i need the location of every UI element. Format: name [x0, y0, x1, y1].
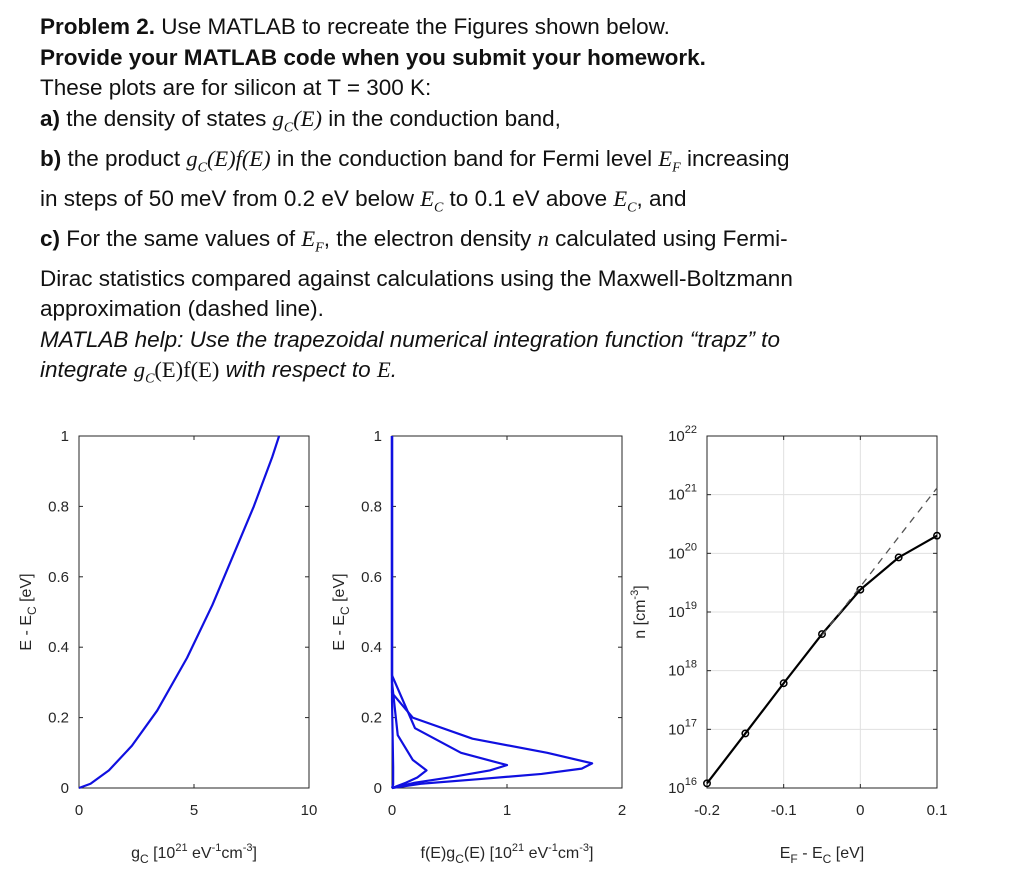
- problem-heading: Problem 2.: [40, 14, 156, 39]
- y-tick-label: $10^{20}$: [668, 541, 697, 563]
- y-tick-label: $10^{19}$: [668, 600, 697, 621]
- part-a-g: g: [272, 105, 284, 131]
- help-line2-c: .: [390, 357, 397, 382]
- series-line-1: [79, 436, 279, 788]
- part-b-g-sub: C: [197, 160, 207, 175]
- x-tick-label: 2: [617, 802, 627, 819]
- y-tick-label: 0.4: [48, 639, 69, 657]
- part-c-n: n: [537, 225, 549, 251]
- temp-line: These plots are for silicon at T = 300 K:: [40, 75, 432, 100]
- series-line-3: [392, 436, 507, 788]
- y-axis-label: E - $E_C$ [eV]: [18, 573, 39, 651]
- x-tick-label: 0.1: [926, 802, 948, 819]
- part-b-ec2-sub: C: [627, 200, 637, 215]
- y-tick-label: 0.2: [48, 709, 69, 727]
- part-a-g-sub: C: [283, 120, 294, 135]
- part-c-label: c): [40, 225, 61, 251]
- part-c-text2: , the electron density: [323, 225, 538, 251]
- series-line-2: [392, 436, 427, 788]
- y-tick-label: 0.6: [361, 568, 382, 586]
- y-tick-label: 0.2: [361, 709, 382, 727]
- part-b-ef: E: [658, 145, 673, 171]
- part-b-line2-a: in steps of 50 meV from 0.2 eV below: [40, 185, 421, 211]
- x-tick-label: 0: [74, 802, 84, 819]
- help-g: g: [133, 357, 146, 382]
- part-c-text3: calculated using Fermi-: [548, 225, 788, 251]
- part-c-ef-sub: F: [315, 240, 324, 255]
- y-tick-label: $10^{21}$: [668, 482, 697, 504]
- part-c-line3: approximation (dashed line).: [40, 296, 324, 321]
- y-tick-label: 0: [373, 780, 382, 797]
- help-line2-a: integrate: [40, 357, 134, 382]
- y-axis-label: n $[cm^{-3}]$: [629, 585, 649, 639]
- y-tick-label: 1: [373, 428, 382, 445]
- part-a-arg: (E): [293, 105, 322, 131]
- chart-1: [18, 428, 317, 866]
- x-tick-label: 1: [502, 802, 512, 819]
- part-b-text3: increasing: [680, 145, 790, 171]
- part-b-line2-b: to 0.1 eV above: [443, 185, 614, 211]
- x-tick-label: 5: [189, 802, 199, 819]
- help-arg: (E)f(E): [154, 357, 220, 382]
- part-b-ec2: E: [613, 185, 628, 211]
- y-axis-label: E - $E_C$ [eV]: [331, 573, 352, 651]
- help-g-sub: C: [145, 371, 155, 387]
- code-note: Provide your MATLAB code when you submit your homework.: [40, 44, 706, 70]
- part-b-text2: in the conduction band for Fermi level: [270, 145, 659, 171]
- x-axis-label: $E_F - E_C$ [eV]: [779, 845, 865, 866]
- part-b-arg: (E)f(E): [206, 145, 271, 171]
- y-tick-label: $10^{18}$: [668, 658, 697, 680]
- part-b-ec1-sub: C: [433, 200, 444, 215]
- series-fermi-dirac: [707, 536, 937, 784]
- problem-intro: Use MATLAB to recreate the Figures shown below.: [155, 14, 670, 39]
- y-tick-label: 1: [60, 428, 69, 445]
- y-tick-label: $10^{22}$: [668, 424, 697, 445]
- part-a-text1: the density of states: [60, 105, 273, 131]
- plot-box: [79, 436, 309, 788]
- part-c-text1: For the same values of: [60, 225, 302, 251]
- help-e: E: [376, 357, 391, 382]
- part-c-ef: E: [301, 225, 316, 251]
- y-tick-label: 0.8: [48, 498, 69, 516]
- part-b-label: b): [40, 145, 62, 171]
- part-a-text2: in the conduction band,: [321, 105, 561, 131]
- y-tick-label: 0.4: [361, 639, 382, 657]
- chart-2: [331, 428, 626, 866]
- chart-3: [629, 424, 947, 866]
- part-b-ef-sub: F: [672, 160, 681, 175]
- x-tick-label: -0.1: [770, 802, 797, 819]
- help-line-1: MATLAB help: Use the trapezoidal numerical integration function “trapz” to: [40, 326, 780, 352]
- x-axis-label: $g_C$ [$10^{21}$ $eV^{-1}cm^{-3}$]: [131, 842, 257, 866]
- x-tick-label: -0.2: [694, 802, 720, 819]
- part-a-label: a): [40, 105, 61, 131]
- x-tick-label: 10: [300, 802, 318, 819]
- x-tick-label: 0: [387, 802, 397, 819]
- x-axis-label: $f(E)g_C(E)$ [$10^{21}$ $eV^{-1}cm^{-3}$]: [420, 842, 594, 866]
- y-tick-label: 0.8: [361, 498, 382, 516]
- y-tick-label: $10^{17}$: [668, 717, 697, 739]
- part-c-line2: Dirac statistics compared against calculations using the Maxwell-Boltzmann: [40, 265, 793, 291]
- series-maxwell-boltzmann: [822, 488, 937, 635]
- part-b-g: g: [186, 145, 198, 171]
- series-line-4: [392, 436, 592, 788]
- y-tick-label: $10^{16}$: [668, 776, 697, 797]
- y-tick-label: 0.6: [48, 568, 69, 586]
- part-b-line2-c: , and: [636, 185, 687, 211]
- part-b-ec1: E: [420, 185, 434, 211]
- x-tick-label: 0: [856, 802, 865, 819]
- y-tick-label: 0: [60, 780, 69, 797]
- part-b-text1: the product: [61, 145, 187, 171]
- help-line2-b: with respect to: [219, 357, 377, 382]
